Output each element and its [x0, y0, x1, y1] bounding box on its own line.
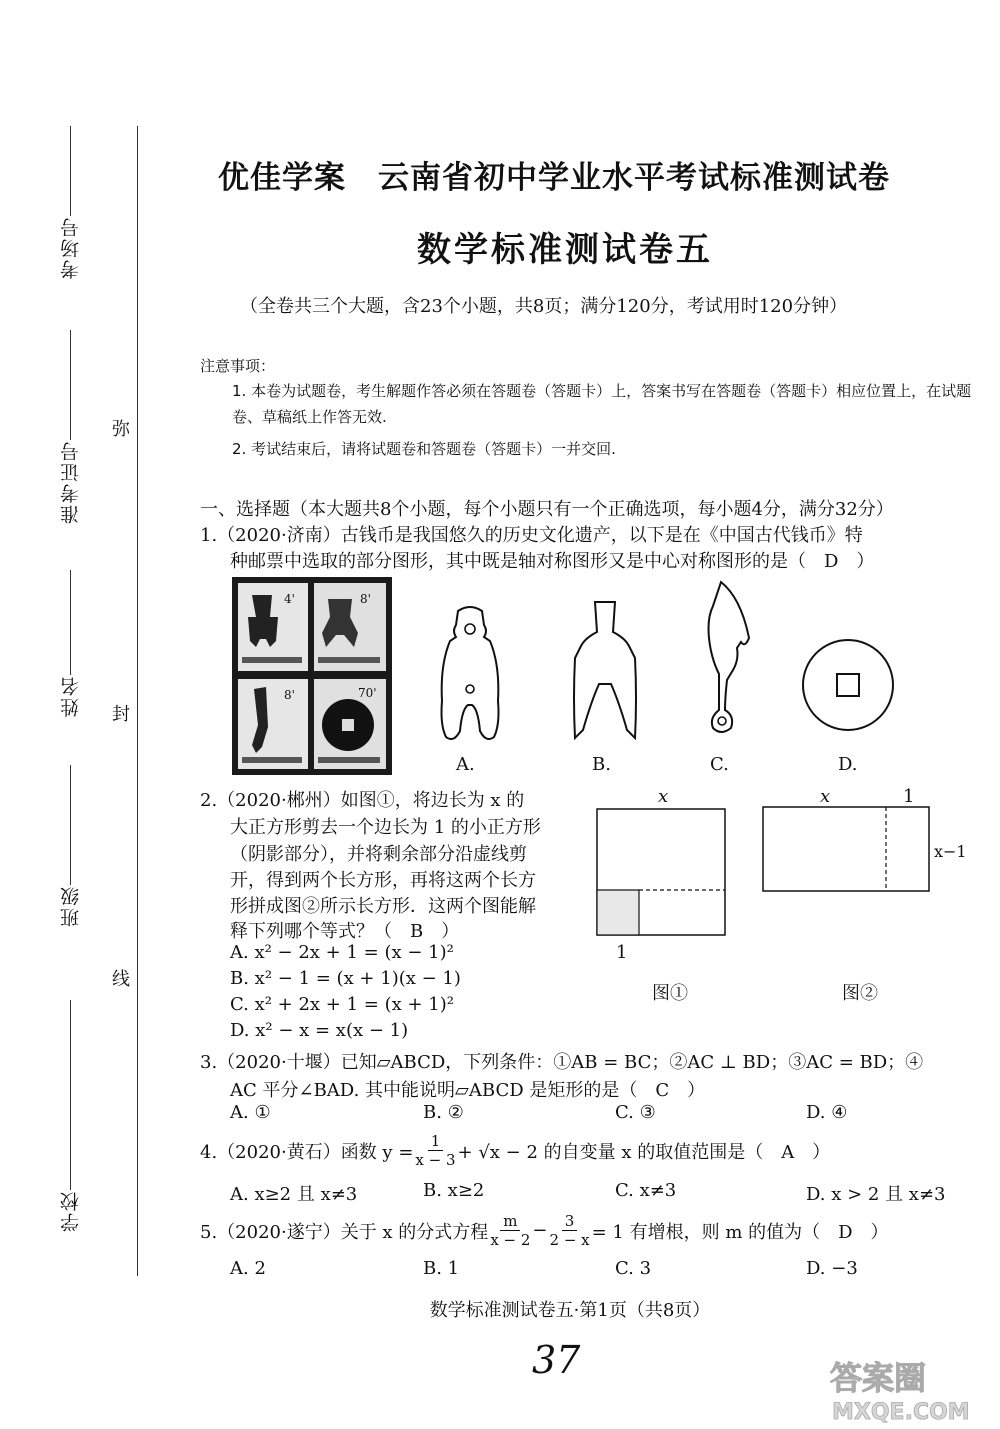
q5-line: [200, 1212, 889, 1249]
q3-option-a: A. ①: [230, 1102, 271, 1123]
q2-option-c: C. x² + 2x + 1 = (x + 1)²: [230, 994, 454, 1015]
name-label: 姓名: [59, 675, 82, 717]
q5-suffix: = 1 有增根，则 m 的值为（ D ）: [591, 1221, 889, 1243]
class-label: 班级: [59, 885, 82, 927]
admission-number-label: 准考证号: [59, 440, 82, 524]
q5-fraction-2: [550, 1212, 590, 1249]
q3-line2: AC 平分∠BAD. 其中能说明▱ABCD 是矩形的是（ C ）: [230, 1080, 706, 1101]
q3-option-b: B. ②: [423, 1102, 464, 1123]
q3-option-c: C. ③: [615, 1102, 656, 1123]
note-item-2: 2. 考试结束后，请将试题卷和答题卷（答题卡）一并交回.: [232, 440, 616, 458]
coin-shape-a: [430, 605, 510, 749]
q2-line6: 释下列哪个等式？（ B ）: [230, 921, 460, 942]
q4-frac-den: x − 3: [415, 1151, 456, 1169]
q2-option-d: D. x² − x = x(x − 1): [230, 1020, 409, 1041]
q4-fraction: [415, 1132, 455, 1169]
fig2-right-label: x−1: [934, 842, 967, 861]
fig2-top-1-label: 1: [903, 786, 915, 807]
q5-prefix: 5.（2020·遂宁）关于 x 的分式方程: [200, 1221, 489, 1243]
section-title: 一、选择题（本大题共8个小题，每个小题只有一个正确选项，每小题4分，满分32分）: [200, 499, 894, 520]
q2-option-a: A. x² − 2x + 1 = (x − 1)²: [230, 942, 454, 963]
option-a-caption: A.: [456, 754, 475, 775]
watermark-text-cn: 答案圈: [830, 1359, 927, 1397]
q5-option-a: A. 2: [230, 1258, 266, 1279]
q2-option-b: B. x² − 1 = (x + 1)(x − 1): [230, 968, 461, 989]
notes-heading: 注意事项：: [200, 357, 276, 375]
option-b-caption: B.: [592, 754, 611, 775]
stamp-value-2: 8': [360, 592, 371, 606]
school-label: 学校: [59, 1190, 82, 1232]
q2-line3: （阴影部分），并将剩余部分沿虚线剪: [230, 844, 527, 865]
stamp-value-4: 70': [358, 686, 377, 700]
q5-option-c: C. 3: [615, 1258, 652, 1279]
q3-line1: 3.（2020·十堰）已知▱ABCD，下列条件：①AB = BC；②AC ⊥ BD；③AC = BD；④: [200, 1052, 924, 1073]
option-d-caption: D.: [838, 754, 858, 775]
handwritten-page-number: 37: [532, 1338, 581, 1382]
q2-line1: 2.（2020·郴州）如图①，将边长为 x 的: [200, 790, 525, 811]
option-c-caption: C.: [710, 754, 729, 775]
fig2-caption: 图②: [842, 983, 878, 1004]
exam-info: （全卷共三个大题，含23个小题，共8页；满分120分，考试用时120分钟）: [240, 296, 848, 317]
q1-line2: 种邮票中选取的部分图形，其中既是轴对称图形又是中心对称图形的是（ D ）: [230, 551, 875, 572]
q1-line1: 1.（2020·济南）古钱币是我国悠久的历史文化遗产，以下是在《中国古代钱币》特: [200, 525, 863, 546]
q5-frac2-num: 3: [562, 1212, 578, 1231]
q4-option-c: C. x≠3: [615, 1180, 677, 1201]
seal-char-xian: 线: [112, 969, 130, 990]
q4-frac-num: 1: [428, 1132, 444, 1151]
q2-line4: 开，得到两个长方形，再将这两个长方: [230, 870, 536, 891]
q2-line5: 形拼成图②所示长方形．这两个图能解: [230, 896, 536, 917]
coin-shape-c: [697, 578, 757, 742]
page-footer: 数学标准测试卷五·第1页（共8页）: [429, 1300, 711, 1321]
series-title: 优佳学案 云南省初中学业水平考试标准测试卷: [218, 160, 890, 196]
coin-shape-d: [800, 637, 896, 737]
admission-number-field: [55, 330, 85, 524]
figure-2: [762, 806, 930, 892]
q4-option-a: A. x≥2 且 x≠3: [230, 1184, 358, 1205]
q5-frac1-num: m: [500, 1212, 520, 1231]
fig2-top-x-label: x: [820, 786, 831, 807]
q3-option-d: D. ④: [806, 1102, 848, 1123]
watermark-logo: [820, 1355, 995, 1425]
q4-mid: + √x − 2 的自变量 x 的取值范围是（ A ）: [457, 1141, 831, 1163]
binding-line: [137, 126, 138, 1276]
coin-shape-b: [565, 598, 645, 752]
page-title: 数学标准测试卷五: [417, 230, 713, 270]
name-field: [55, 570, 85, 717]
fig1-bottom-label: 1: [616, 942, 628, 963]
fig1-top-label: x: [658, 786, 669, 807]
class-field: [55, 765, 85, 927]
watermark-text-url: MXQE.COM: [832, 1400, 970, 1425]
q5-frac1-den: x − 2: [490, 1231, 531, 1249]
school-field: [55, 1000, 85, 1232]
note-item-1: 1. 本卷为试题卷，考生解题作答必须在答题卷（答题卡）上，答案书写在答题卷（答题卡）相应位置上，在试题卷、草稿纸上作答无效.: [232, 382, 972, 426]
fig1-caption: 图①: [652, 983, 688, 1004]
q2-line2: 大正方形剪去一个边长为 1 的小正方形: [230, 817, 541, 838]
q4-option-b: B. x≥2: [423, 1180, 485, 1201]
stamp-value-3: 8': [284, 688, 295, 702]
q4-prefix: 4.（2020·黄石）函数 y =: [200, 1141, 414, 1163]
q5-option-d: D. −3: [806, 1258, 858, 1279]
stamp-sheet-image: [232, 577, 392, 775]
seal-char-mi: 弥: [112, 419, 130, 440]
q5-option-b: B. 1: [423, 1258, 460, 1279]
q4-line: [200, 1132, 830, 1169]
q5-minus: −: [532, 1220, 548, 1241]
q5-frac2-den: 2 − x: [549, 1231, 590, 1249]
seal-char-feng: 封: [112, 704, 130, 725]
q5-fraction-1: [490, 1212, 530, 1249]
figure-1: [596, 808, 726, 936]
exam-room-label: 考场号: [59, 216, 82, 279]
stamp-value-1: 4': [284, 592, 295, 606]
q4-option-d: D. x > 2 且 x≠3: [806, 1184, 946, 1205]
